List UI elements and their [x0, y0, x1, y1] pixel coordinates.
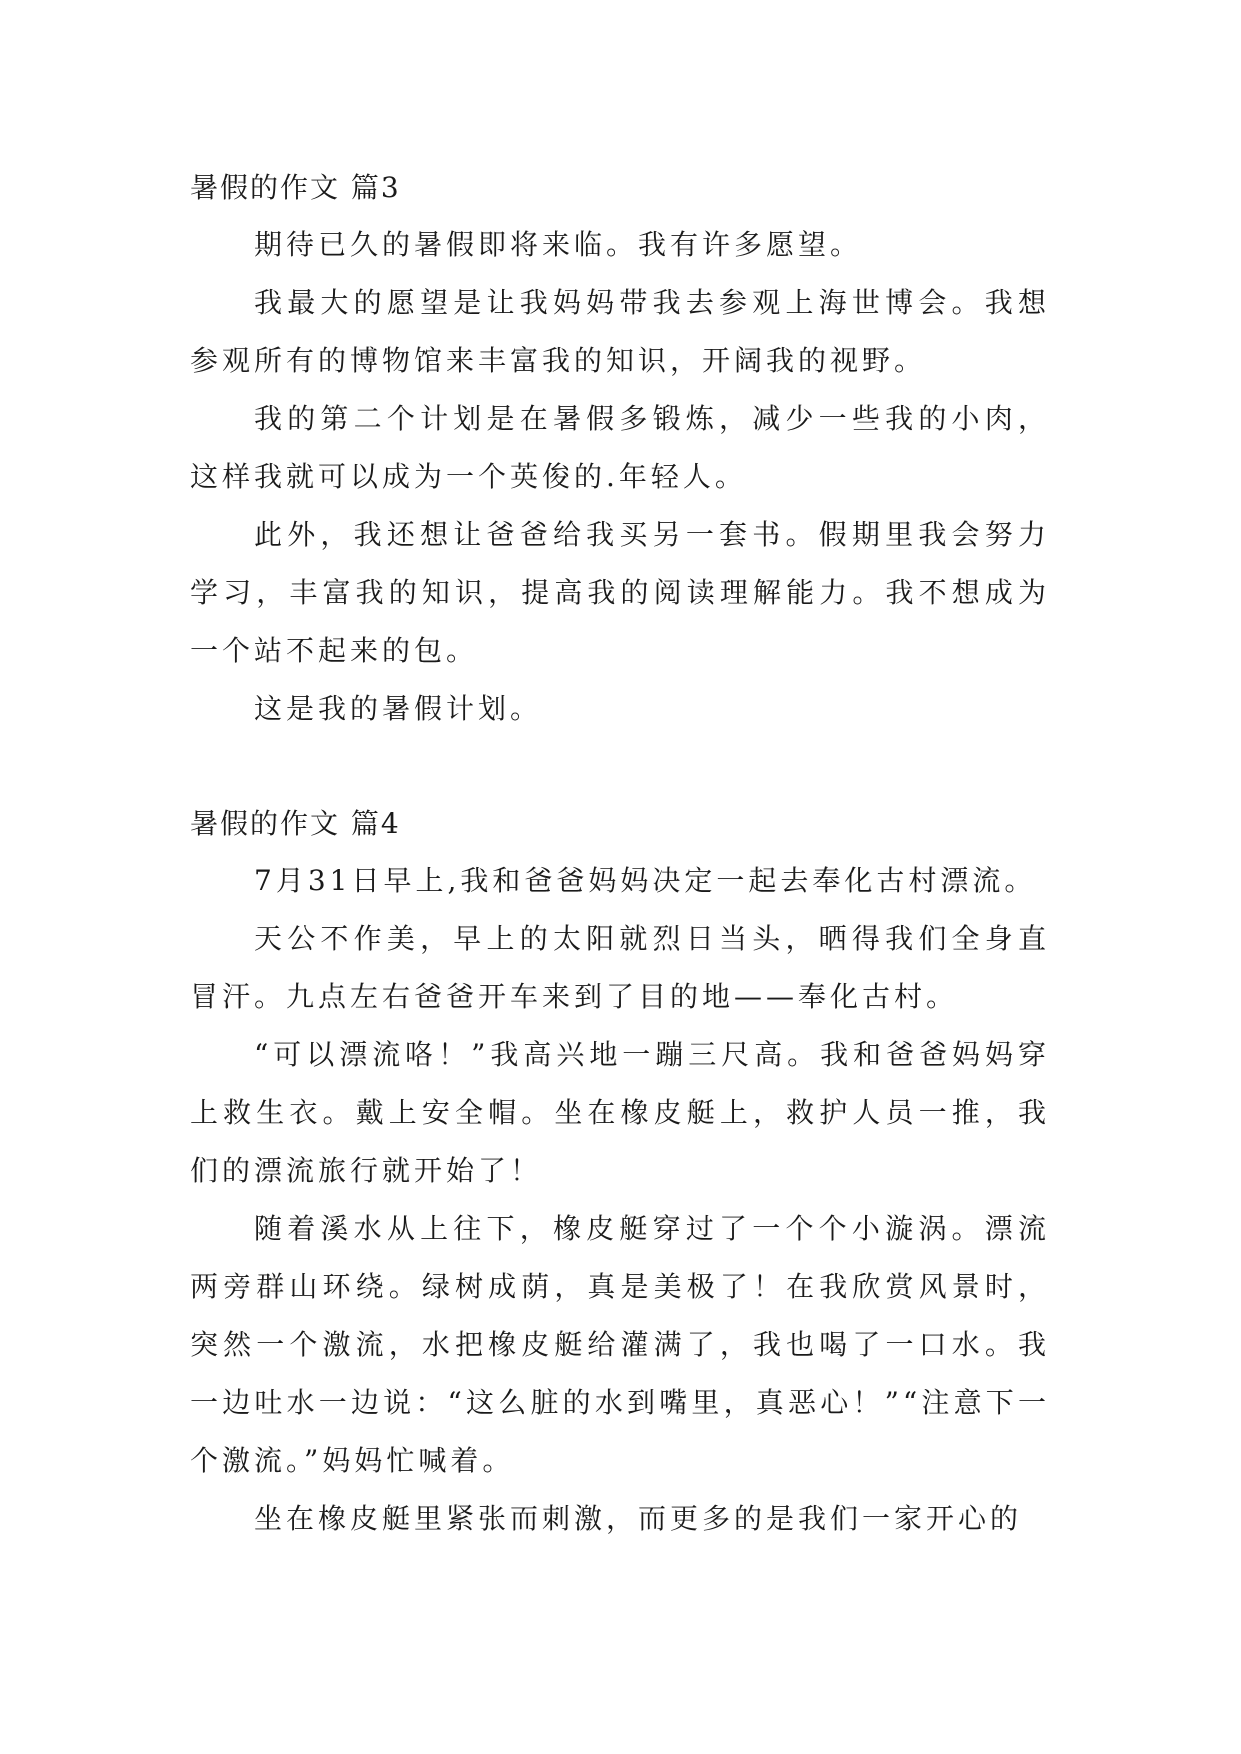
essay-paragraph: 天公不作美，早上的太阳就烈日当头，晒得我们全身直冒汗。九点左右爸爸开车来到了目的地——奉化古村。: [190, 922, 1050, 1013]
essay-paragraph: 随着溪水从上往下，橡皮艇穿过了一个个小漩涡。漂流两旁群山环绕。绿树成荫，真是美极了！在我欣赏风景时，突然一个激流，水把橡皮艇给灌满了，我也喝了一口水。我一边吐水一边说：“这么脏的水到嘴里，真恶心！”“注意下一个激流。”妈妈忙喊着。: [190, 1212, 1050, 1477]
essay-paragraph: “可以漂流咯！”我高兴地一蹦三尺高。我和爸爸妈妈穿上救生衣。戴上安全帽。坐在橡皮艇上，救护人员一推，我们的漂流旅行就开始了！: [190, 1038, 1050, 1187]
essay-section-4: [190, 796, 1050, 1548]
essay-paragraph: 这是我的暑假计划。: [254, 692, 543, 725]
essay-paragraph: 我最大的愿望是让我妈妈带我去参观上海世博会。我想参观所有的博物馆来丰富我的知识，开阔我的视野。: [190, 286, 1050, 377]
essay-section-3: [190, 160, 1050, 738]
essay-paragraph: 期待已久的暑假即将来临。我有许多愿望。: [254, 228, 863, 261]
essay-paragraph: 我的第二个计划是在暑假多锻炼，减少一些我的小肉，这样我就可以成为一个英俊的.年轻人。: [190, 402, 1050, 493]
essay-paragraph: 此外，我还想让爸爸给我买另一套书。假期里我会努力学习，丰富我的知识，提高我的阅读理解能力。我不想成为一个站不起来的包。: [190, 518, 1050, 667]
essay-paragraph: 坐在橡皮艇里紧张而刺激，而更多的是我们一家开心的: [254, 1502, 1023, 1535]
essay-title: 暑假的作文 篇4: [190, 807, 401, 840]
essay-title: 暑假的作文 篇3: [190, 171, 401, 204]
essay-paragraph: 7月31日早上,我和爸爸妈妈决定一起去奉化古村漂流。: [254, 864, 1037, 897]
